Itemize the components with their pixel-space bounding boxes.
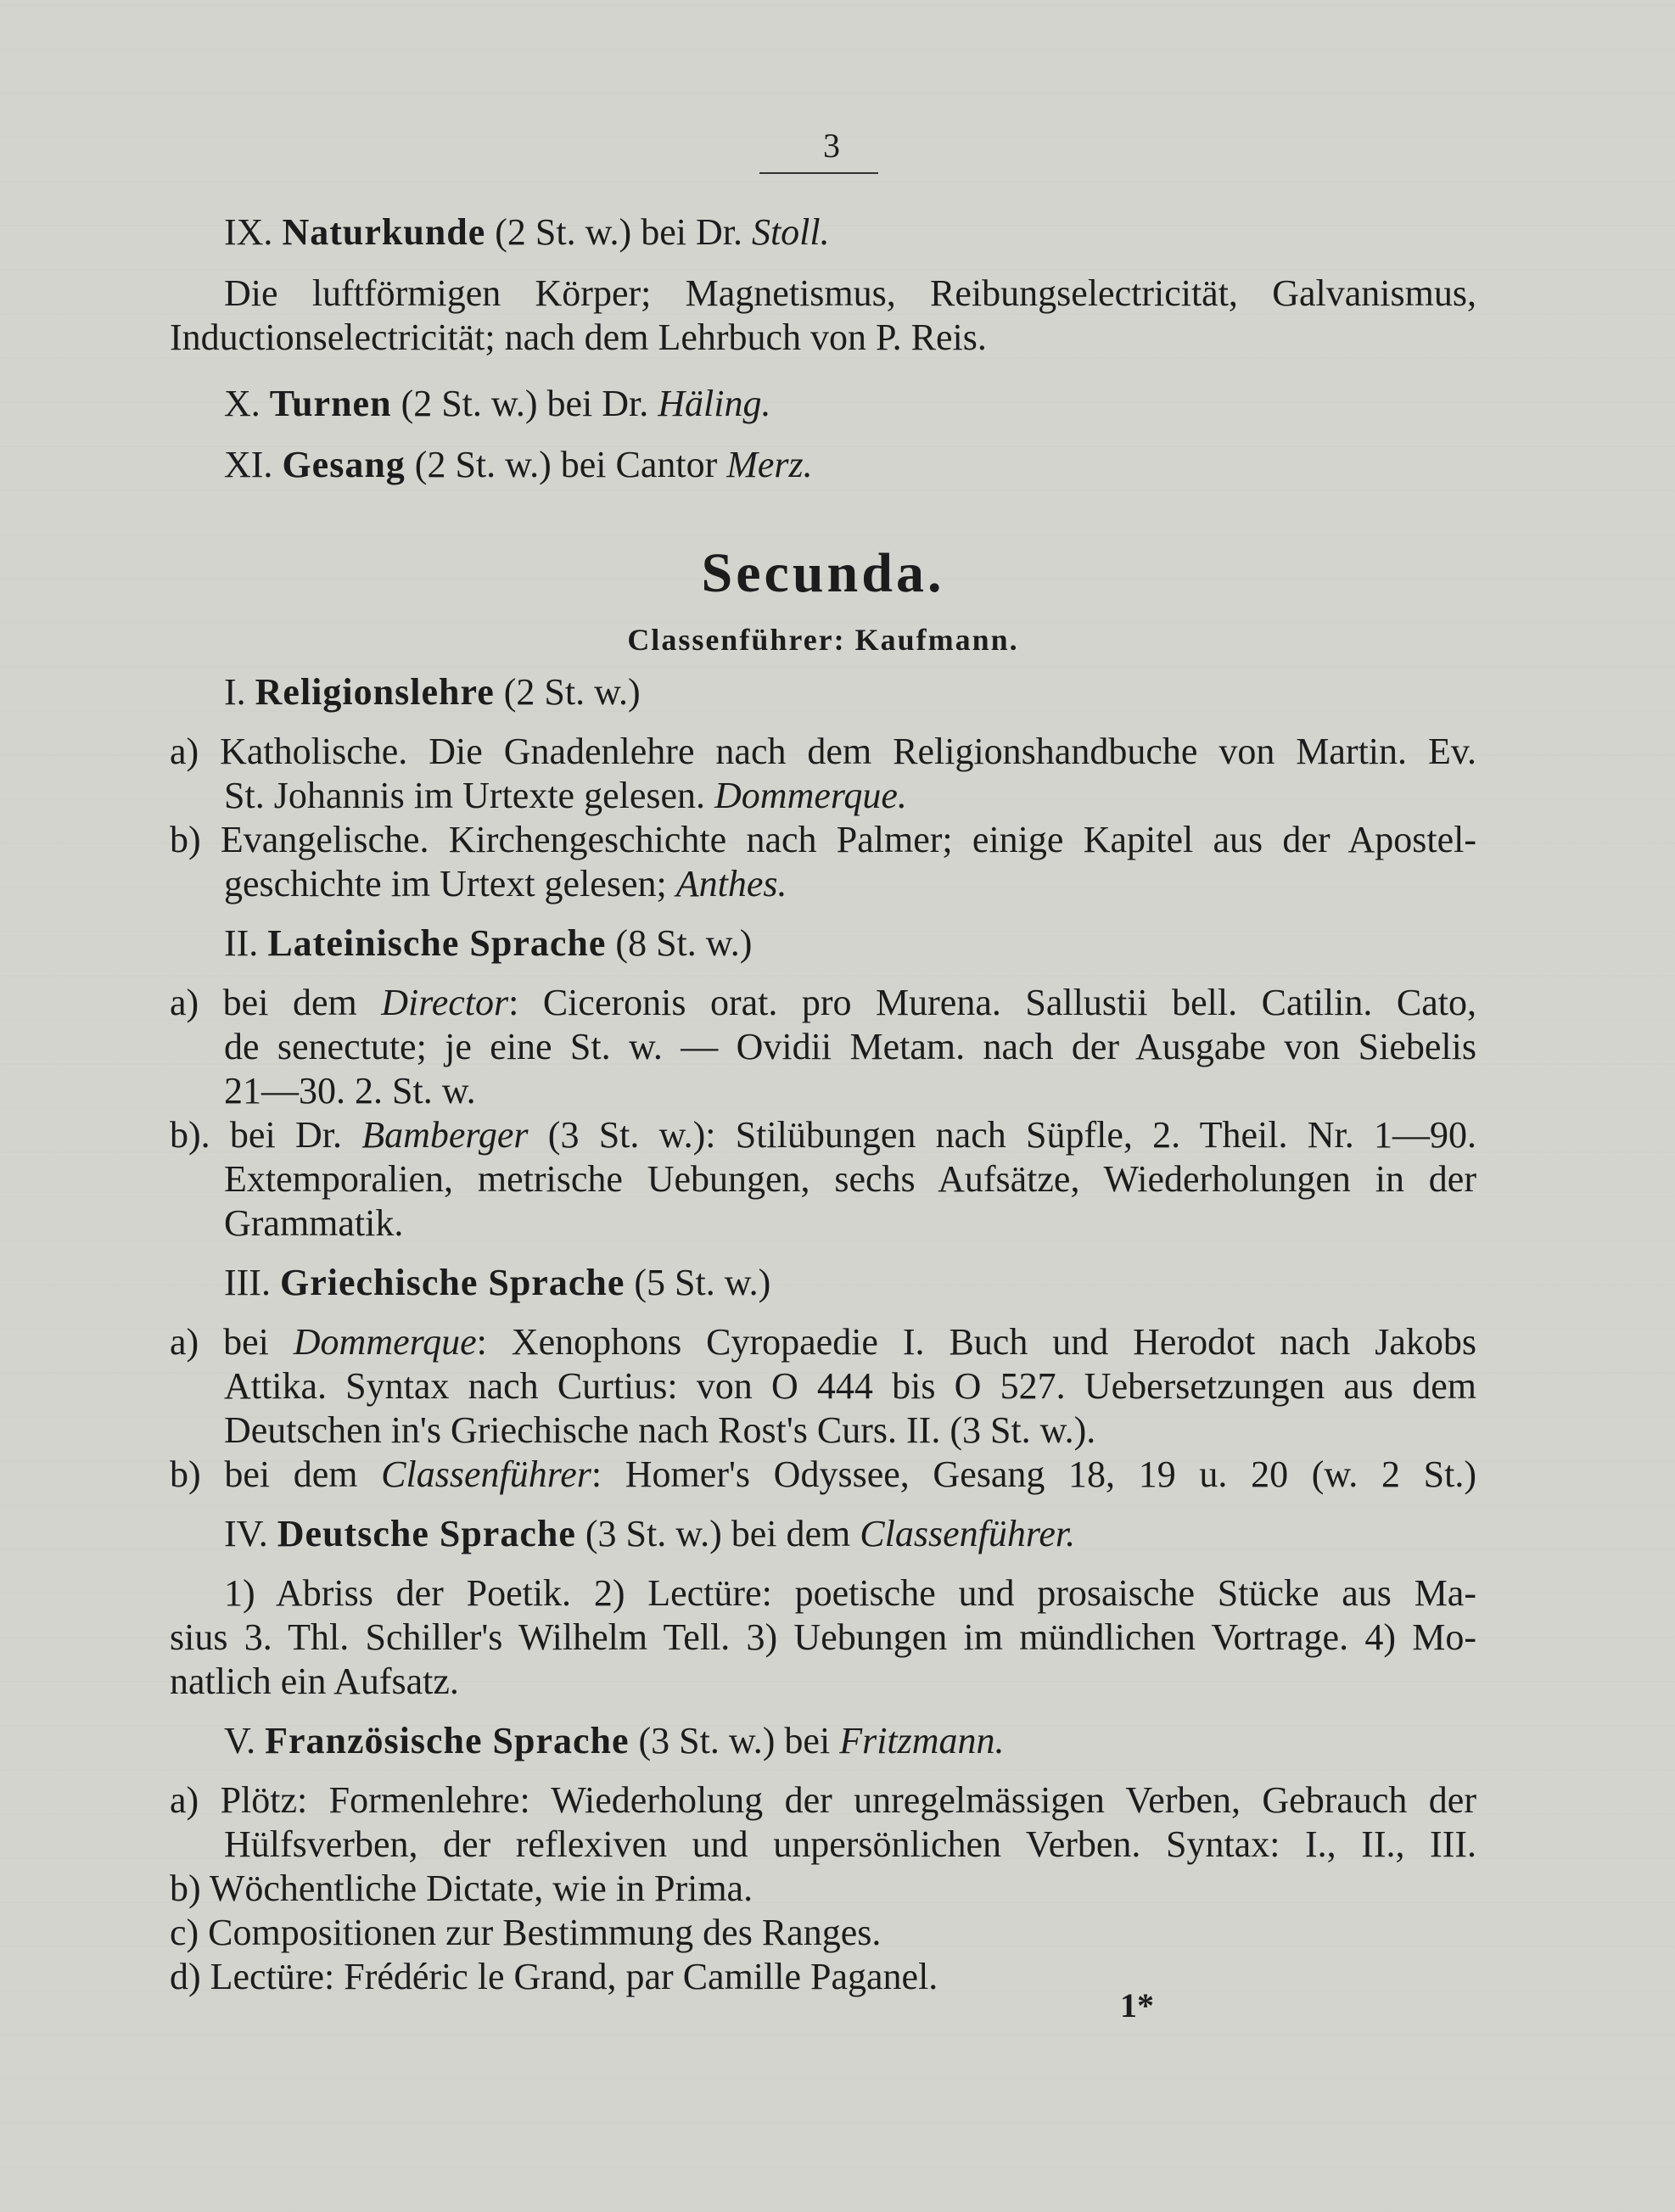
- teacher-name: Dommerque.: [714, 775, 907, 816]
- class-subheading: Classenführer: Kaufmann.: [627, 623, 1019, 657]
- section-hours: (3 St. w.) bei dem: [575, 1513, 860, 1554]
- page-number: 3: [823, 126, 840, 165]
- text-line: natlich ein Aufsatz.: [170, 1660, 459, 1702]
- text-line: Deutschen in's Griechische nach Rost's Curs. II. (3 St. w.).: [224, 1409, 1096, 1451]
- text-line: Hülfsverben, der reflexiven und unpersönlichen Verben. Syntax: I., II., III.: [224, 1823, 1476, 1865]
- text-line: 1) Abriss der Poetik. 2) Lectüre: poetische und prosaische Stücke aus Ma-: [224, 1572, 1476, 1614]
- text-line: [170, 981, 1476, 1025]
- section-number: I.: [224, 671, 246, 713]
- section-ii-heading: [224, 921, 1476, 966]
- section-number: IX.: [224, 211, 273, 253]
- section-number: V.: [224, 1720, 256, 1761]
- text-line: b) Wöchentliche Dictate, wie in Prima.: [170, 1868, 753, 1909]
- text-line: Inductionselectricität; nach dem Lehrbuch von P. Reis.: [170, 316, 987, 358]
- text-span: a) bei dem: [170, 982, 382, 1023]
- text-span: b). bei Dr.: [170, 1114, 362, 1156]
- text-line: [170, 1320, 1476, 1364]
- section-teacher: Fritzmann.: [839, 1720, 1005, 1761]
- section-hours: (3 St. w.) bei: [629, 1720, 840, 1761]
- section-subject: Turnen: [269, 383, 392, 424]
- teacher-name: Dommerque: [293, 1321, 477, 1363]
- text-line: Extemporalien, metrische Uebungen, sechs Aufsätze, Wiederholungen in der: [224, 1158, 1476, 1200]
- section-iv-heading: [224, 1512, 1476, 1556]
- text-line: sius 3. Thl. Schiller's Wilhelm Tell. 3) Uebungen im mündlichen Vortrage. 4) Mo-: [170, 1616, 1476, 1658]
- teacher-name: Classenführer: [381, 1453, 591, 1495]
- text-line: d) Lectüre: Frédéric le Grand, par Camille Paganel.: [170, 1956, 938, 1997]
- text-span: b) bei dem: [170, 1453, 382, 1495]
- section-teacher: Merz.: [726, 444, 813, 485]
- teacher-name: Director: [381, 982, 509, 1023]
- text-span: : Ciceronis orat. pro Murena. Sallustii bell. Catilin. Cato,: [508, 982, 1476, 1023]
- section-teacher: Häling.: [658, 383, 771, 424]
- text-span: (3 St. w.): Stilübungen nach Süpfle, 2. Theil. Nr. 1—90.: [528, 1114, 1476, 1156]
- section-subject: Französische Sprache: [265, 1720, 630, 1761]
- teacher-name: Anthes.: [675, 863, 787, 904]
- section-number: II.: [224, 922, 259, 964]
- section-iii-heading: [224, 1261, 1476, 1305]
- section-hours: (2 St. w.) bei Dr.: [391, 383, 658, 424]
- section-subject: Gesang: [282, 444, 406, 485]
- text-span: St. Johannis im Urtexte gelesen.: [224, 775, 715, 816]
- section-hours: (2 St. w.) bei Dr.: [485, 211, 752, 253]
- text-line: Die luftförmigen Körper; Magnetismus, Reibungselectricität, Galvanismus,: [224, 272, 1476, 314]
- section-number: X.: [224, 383, 260, 424]
- section-teacher: Classenführer.: [860, 1513, 1076, 1554]
- text-line: c) Compositionen zur Bestimmung des Ranges.: [170, 1912, 882, 1953]
- section-ix-heading: [224, 210, 1476, 255]
- text-line: [224, 774, 1531, 818]
- section-number: IV.: [224, 1513, 268, 1554]
- teacher-name: Bamberger: [361, 1114, 529, 1156]
- section-v-heading: [224, 1719, 1476, 1763]
- section-i-heading: [224, 670, 1476, 714]
- section-hours: (8 St. w.): [606, 922, 753, 964]
- page-number-rule: [759, 172, 878, 174]
- section-subject: Deutsche Sprache: [277, 1513, 576, 1554]
- section-subject: Griechische Sprache: [279, 1262, 625, 1303]
- text-span: geschichte im Urtext gelesen;: [224, 863, 676, 904]
- section-subject: Lateinische Sprache: [267, 922, 607, 964]
- section-hours: (2 St. w.): [494, 671, 641, 713]
- text-line: a) Katholische. Die Gnadenlehre nach dem Religionshandbuche von Martin. Ev.: [170, 731, 1476, 772]
- text-span: : Homer's Odyssee, Gesang 18, 19 u. 20 (w. 2 St.): [591, 1453, 1476, 1495]
- text-span: a) bei: [170, 1321, 294, 1363]
- text-line: 21—30. 2. St. w.: [224, 1070, 476, 1112]
- text-line: b) Evangelische. Kirchengeschichte nach Palmer; einige Kapitel aus der Apostel-: [170, 819, 1476, 860]
- text-line: [170, 1113, 1476, 1157]
- section-hours: (5 St. w.): [625, 1262, 771, 1303]
- section-teacher: Stoll.: [751, 211, 830, 253]
- section-xi-heading: [224, 443, 1476, 487]
- text-span: : Xenophons Cyropaedie I. Buch und Herodot nach Jakobs: [476, 1321, 1477, 1363]
- text-line: a) Plötz: Formenlehre: Wiederholung der unregelmässigen Verben, Gebrauch der: [170, 1779, 1476, 1821]
- signature-mark: 1*: [1120, 1986, 1154, 2024]
- section-hours: (2 St. w.) bei Cantor: [405, 444, 727, 485]
- section-x-heading: [224, 382, 1476, 426]
- text-line: [224, 862, 1531, 906]
- class-heading: Secunda.: [701, 542, 945, 604]
- text-line: de senectute; je eine St. w. — Ovidii Metam. nach der Ausgabe von Siebelis: [224, 1026, 1476, 1067]
- text-line: Attika. Syntax nach Curtius: von O 444 bis O 527. Uebersetzungen aus dem: [224, 1365, 1476, 1407]
- text-line: Grammatik.: [224, 1202, 404, 1244]
- section-subject: Naturkunde: [282, 211, 486, 253]
- section-number: III.: [224, 1262, 271, 1303]
- text-line: [170, 1453, 1476, 1497]
- section-number: XI.: [224, 444, 273, 485]
- section-subject: Religionslehre: [255, 671, 495, 713]
